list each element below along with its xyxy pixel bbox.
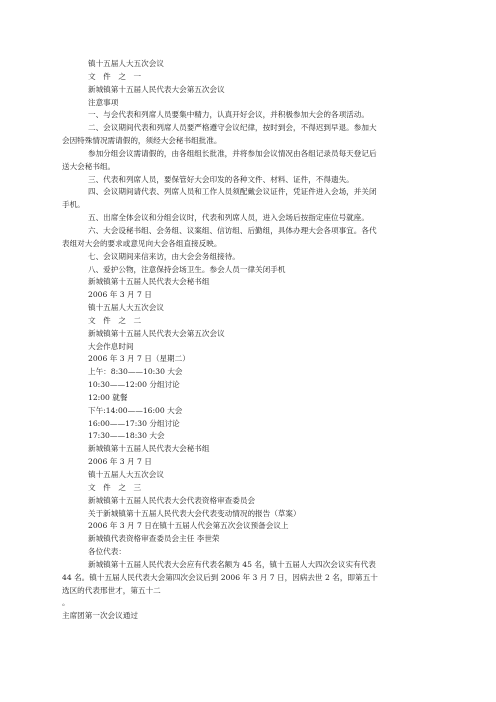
text-line: 镇十五届人大五次会议 [88, 303, 164, 313]
text-line: 八、爱护公物，注意保持会场卫生。参会人员一律关闭手机 [88, 264, 286, 274]
text-line: 新城镇第十五届人民代表大会代表资格审查委员会 [88, 495, 256, 505]
text-line: 。 [62, 598, 70, 608]
text-line: 12:00 就餐 [88, 392, 128, 402]
text-line: 一、与会代表和列席人员要集中精力，认真开好会议，并积极参加大会的各项活动。 [88, 110, 369, 120]
text-line: 七、会议期间来信来访，由大会会务组接待。 [88, 251, 240, 261]
text-line: 会因特殊情况需请假的，须经大会秘书组批准。 [62, 136, 222, 146]
text-line: 新城镇第十五届人民代表大会应有代表名额为 45 名，镇十五届人大四次会议实有代表 [88, 559, 376, 569]
text-line: 大会作息时间 [88, 341, 134, 351]
text-line: 六、大会设秘书组、会务组、议案组、信访组、后勤组，具体办理大会各项事宜。各代 [88, 225, 377, 235]
text-line: 镇十五届人大五次会议 [88, 470, 164, 479]
text-line: 关于新城镇第十五届人民代表大会代表变动情况的报告（草案） [88, 508, 301, 518]
text-line: 送大会秘书组。 [62, 161, 116, 171]
text-line: 2006 年 3 月 7 日 [88, 290, 152, 300]
text-line: 镇十五届人大五次会议 [88, 59, 164, 68]
text-line: 上午：8:30——10:30 大会 [88, 367, 183, 377]
text-line: 新城镇第十五届人民代表大会第五次会议 [88, 84, 225, 94]
text-line: 17:30——18:30 大会 [88, 431, 165, 441]
text-line: 选区的代表邢世才，第五十二 [62, 585, 161, 595]
text-line: 新城镇第十五届人民代表大会第五次会议 [88, 328, 225, 338]
text-line: 2006 年 3 月 7 日 [88, 457, 152, 467]
text-line: 下午:14:00——16:00 大会 [88, 405, 183, 415]
text-line: 文 件 之 三 [88, 482, 142, 492]
text-line: 参加分组会议需请假的，由各组组长批准，并将参加会议情况由各组记录员每天登记后 [88, 148, 377, 158]
text-line: 表组对大会的要求或意见向大会各组直接反映。 [62, 238, 222, 248]
text-line: 10:30——12:00 分组讨论 [88, 380, 180, 390]
text-line: 注意事项 [88, 97, 119, 107]
text-line: 44 名。镇十五届人民代表大会第四次会议后到 2006 年 3 月 7 日，因病去世 2 名，即第五十 [62, 572, 378, 582]
text-line: 新城镇第十五届人民代表大会秘书组 [88, 277, 210, 287]
text-line: 三、代表和列席人员，要保管好大会印发的各种文件、材料、证件，不得遗失。 [88, 174, 354, 184]
text-line: 手机。 [62, 200, 85, 210]
text-line: 2006 年 3 月 7 日（星期二） [88, 354, 190, 364]
text-line: 新城镇代表资格审查委员会主任 李世荣 [88, 534, 220, 544]
text-line: 2006 年 3 月 7 日在镇十五届人代会第五次会议预备会议上 [88, 521, 289, 531]
text-line: 二、会议期间代表和列席人员要严格遵守会议纪律，按时到会，不得迟到早退。参加大 [88, 123, 377, 133]
text-line: 五、出席全体会议和分组会议时，代表和列席人员，进入会场后按指定座位号就座。 [88, 213, 369, 223]
text-line: 文 件 之 一 [88, 71, 142, 81]
text-line: 主席团第一次会议通过 [62, 611, 138, 621]
text-line: 文 件 之 二 [88, 315, 142, 325]
text-line: 16:00——17:30 分组讨论 [88, 418, 180, 428]
text-line: 各位代表： [88, 547, 126, 557]
text-line: 新城镇第十五届人民代表大会秘书组 [88, 444, 210, 454]
text-line: 四、会议期间请代表、列席人员和工作人员须配戴会议证件，凭证件进入会场，并关闭 [88, 187, 377, 197]
